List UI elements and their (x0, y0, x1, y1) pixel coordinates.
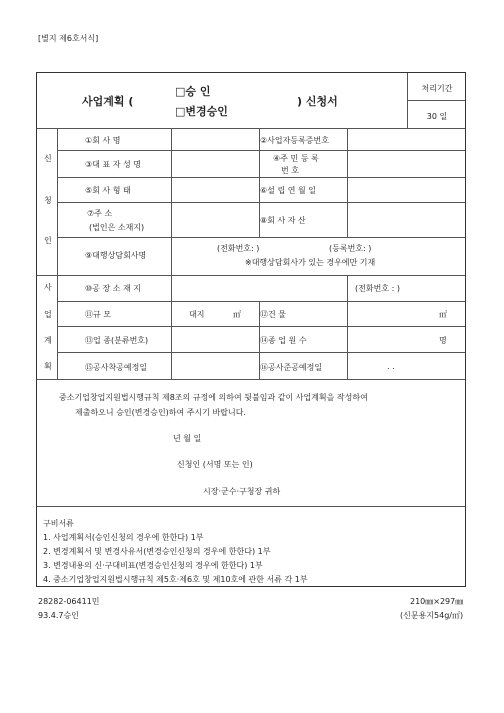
construction-end-dots: . . (387, 362, 395, 371)
address-sublabel: (법인은 소재지) (89, 223, 145, 232)
divider (347, 301, 348, 379)
footer-form-number: 28282-06411민 (38, 597, 100, 606)
section-applicant-char: 신 (44, 154, 52, 163)
date-line: 년 월 일 (173, 434, 202, 443)
divider (57, 150, 465, 151)
divider (57, 301, 465, 302)
company-assets-label: ⑧회 사 자 산 (260, 216, 306, 225)
scale-label: ⑪규 모 (85, 310, 111, 319)
divider (57, 202, 465, 203)
resident-reg-label-2: 번 호 (281, 166, 299, 175)
footer-approval-date: 93.4.7승인 (38, 611, 79, 620)
factory-location-label: ⑩공 장 소 재 지 (85, 284, 141, 293)
divider (57, 352, 465, 353)
divider (37, 379, 465, 380)
industry-label: ⑬업 종(분류번호) (85, 336, 149, 345)
construction-start-label: ⑮공사착공예정일 (85, 363, 148, 372)
company-type-label: ⑤회 사 형 태 (85, 186, 131, 195)
section-plan-char: 계 (44, 336, 52, 345)
factory-phone: (전화번호 : ) (355, 284, 400, 293)
processing-period-value: 30 일 (426, 112, 448, 121)
divider (57, 128, 58, 379)
footer-paper-type: (신문용지54g/㎡) (400, 611, 464, 620)
land-label: 대지 (189, 310, 205, 319)
application-statement-2: 제출하오니 승인(변경승인)하여 주시기 바랍니다. (75, 408, 246, 417)
documents-title: 구비서류 (43, 519, 74, 528)
divider (347, 275, 348, 301)
employees-unit: 명 (439, 336, 447, 345)
document-item: 2. 변경계획서 및 변경사유서(변경승인신청의 경우에 한한다) 1부 (43, 547, 271, 556)
divider (407, 100, 465, 101)
company-name-label: ①회 사 명 (85, 136, 121, 145)
divider (171, 128, 172, 379)
document-item: 3. 변경내용의 신·구대비표(변경승인신청의 경우에 한한다) 1부 (43, 561, 263, 570)
resident-reg-label: ④주 민 등 록 (273, 154, 319, 163)
divider (347, 128, 348, 238)
divider (37, 128, 465, 129)
section-applicant-char: 청 (44, 196, 52, 205)
section-plan-char: 업 (44, 310, 52, 319)
agency-name-label: ⑨대행상담회사명 (85, 251, 147, 260)
representative-name-label: ③대 표 자 성 명 (85, 160, 141, 169)
land-unit: ㎡ (233, 310, 241, 319)
title-option-approval: □승 인 (175, 85, 211, 98)
divider (57, 326, 465, 327)
employees-label: ⑭종 업 원 수 (260, 336, 307, 345)
title-option-change-approval: □변경승인 (175, 105, 228, 118)
section-applicant-char: 인 (44, 236, 52, 245)
section-plan-char: 획 (44, 362, 52, 371)
building-label: ⑫건 물 (260, 310, 286, 319)
recipient-line: 시장·군수·구청장 귀하 (203, 487, 281, 496)
processing-period-label: 처리기간 (421, 84, 453, 93)
title-suffix: ) 신청서 (297, 95, 338, 108)
footer-paper-size: 210㎜×297㎜ (410, 597, 464, 606)
divider (37, 506, 465, 507)
establishment-date-label: ⑥설 립 연 월 일 (260, 186, 316, 195)
application-form (36, 72, 466, 587)
agency-reg-no: (등록번호: ) (329, 244, 372, 253)
construction-end-label: ⑯공사준공예정일 (260, 363, 323, 372)
title-prefix: 사업계획 ( (82, 95, 134, 108)
agency-phone: (전화번호: ) (217, 244, 260, 253)
divider (57, 177, 465, 178)
divider (407, 73, 408, 128)
application-statement-1: 중소기업창업지원법시행규칙 제8조의 규정에 의하여 뒷불임과 같이 사업계획을 작성하여 (59, 393, 368, 402)
applicant-signature-line: 신청인 (서명 또는 인) (177, 460, 253, 469)
agency-note: ※대행상담회사가 있는 경우에만 기재 (245, 258, 376, 267)
document-item: 1. 사업계획서(승인신청의 경우에 한한다) 1부 (43, 533, 204, 542)
building-unit: ㎡ (439, 310, 447, 319)
section-plan-char: 사 (44, 283, 52, 292)
divider (37, 275, 465, 276)
divider (57, 237, 465, 238)
business-reg-no-label: ②사업자등록증번호 (260, 136, 329, 145)
address-label: ⑦주 소 (87, 209, 113, 218)
form-reference: [별지 제6호서식] (38, 34, 99, 43)
document-item: 4. 중소기업창업지원법시행규칙 제5호·제6호 및 제10호에 관한 서류 각 1부 (43, 575, 308, 584)
